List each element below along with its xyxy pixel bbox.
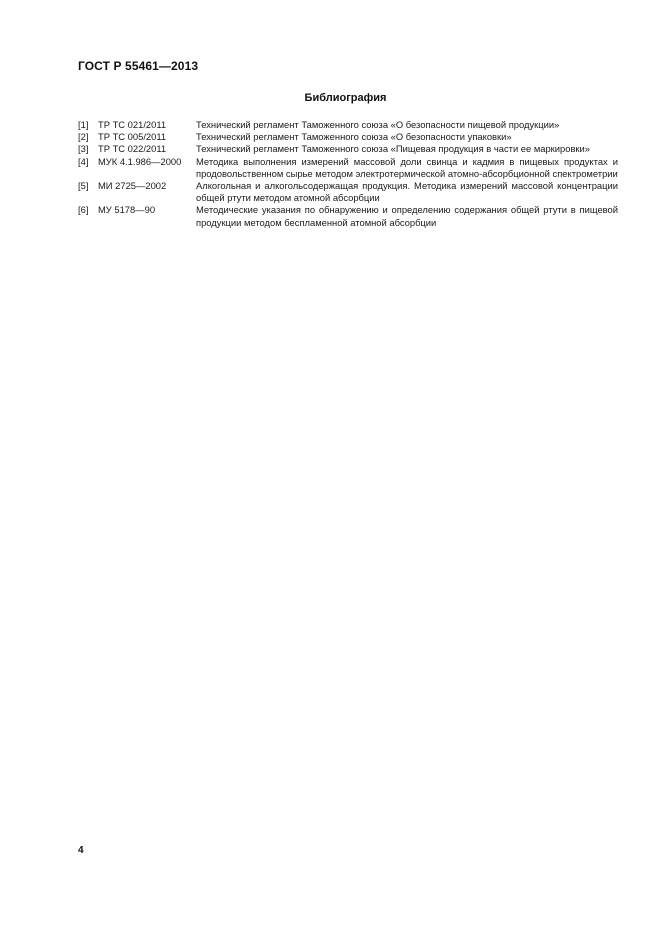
entry-title: Технический регламент Таможенного союза «Пищевая продукция в части ее маркировки» — [196, 143, 590, 155]
bibliography-entry — [78, 119, 618, 131]
page-number: 4 — [78, 845, 84, 856]
bibliography-entry — [78, 180, 618, 204]
entry-number: [6] — [78, 204, 89, 216]
bibliography-heading: Библиография — [304, 92, 387, 104]
entry-number: [5] — [78, 180, 89, 192]
bibliography-entry — [78, 143, 618, 155]
bibliography-entry — [78, 204, 618, 228]
entry-title: Алкогольная и алкогольсодержащая продукция. Методика измерений массовой концентрации общей ртути методом атомной абсорбции — [196, 180, 618, 204]
entry-code: МИ 2725—2002 — [98, 180, 167, 192]
bibliography-entry — [78, 131, 618, 143]
bibliography-list — [78, 119, 618, 229]
entry-title: Технический регламент Таможенного союза «О безопасности пищевой продукции» — [196, 119, 560, 130]
entry-title: Технический регламент Таможенного союза «О безопасности упаковки» — [196, 131, 512, 143]
entry-number: [1] — [78, 119, 89, 130]
bibliography-entry — [78, 156, 618, 180]
entry-code: МУ 5178—90 — [98, 204, 156, 216]
entry-number: [3] — [78, 143, 89, 155]
entry-number: [2] — [78, 131, 89, 143]
standard-designation: ГОСТ Р 55461—2013 — [78, 59, 199, 73]
entry-code: ТР ТС 021/2011 — [98, 119, 167, 130]
entry-code: МУК 4.1.986—2000 — [98, 155, 182, 167]
entry-title: Методика выполнения измерений массовой доли свинца и кадмия в пищевых продуктах и продовольственном сырье методом электротермической атомно-абсорбционной спектрометрии — [196, 155, 618, 179]
entry-number: [4] — [78, 155, 89, 167]
entry-code: ТР ТС 005/2011 — [98, 131, 167, 143]
entry-title: Методические указания по обнаружению и определению содержания общей ртути в пищевой продукции методом беспламенной атомной абсорбции — [196, 204, 618, 228]
entry-code: ТР ТС 022/2011 — [98, 143, 167, 155]
